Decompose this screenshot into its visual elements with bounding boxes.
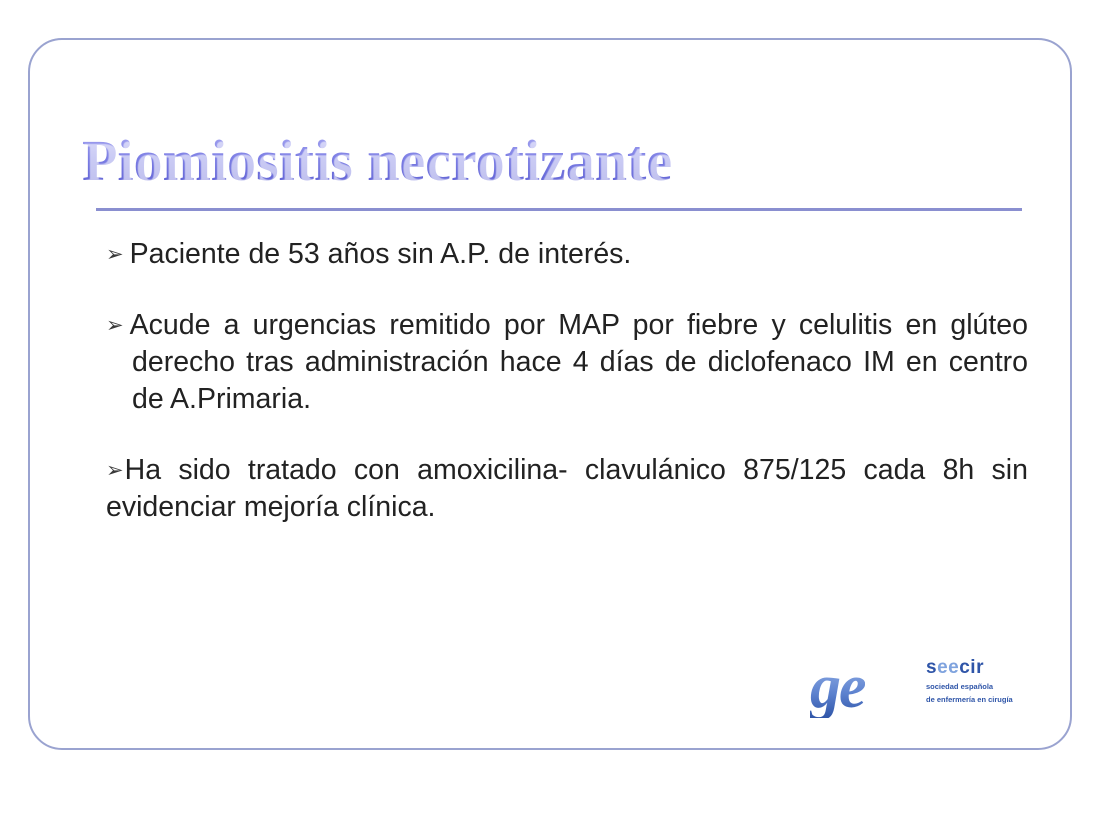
slide-body	[106, 236, 1028, 526]
bullet-paragraph-3	[106, 452, 1028, 526]
bullet-paragraph-3-text: Ha sido tratado con amoxicilina- clavulánico 875/125 cada 8h sin evidenciar mejoría clínica.	[106, 454, 1028, 524]
organization-logo	[810, 650, 1030, 726]
arrow-bullet-icon: ➢	[106, 243, 124, 266]
logo-name-right: cir	[959, 657, 984, 678]
page-title: Piomiositis necrotizante	[82, 127, 673, 193]
logo-name	[926, 658, 1030, 678]
bullet-paragraph-2	[106, 307, 1028, 418]
slide-frame	[28, 38, 1072, 750]
logo-subtitle-line-1: sociedad española	[926, 682, 994, 691]
logo-mark-text: ge	[810, 653, 865, 721]
bullet-paragraph-1	[106, 236, 1028, 273]
bullet-paragraph-2-text: Acude a urgencias remitido por MAP por fiebre y celulitis en glúteo derecho tras administración hace 4 días de diclofenaco IM en centro de A.Primaria.	[129, 309, 1028, 416]
logo-name-mid: ee	[937, 657, 960, 678]
arrow-bullet-icon: ➢	[106, 314, 124, 338]
logo-subtitle-line-2: de enfermería en cirugía	[926, 695, 1013, 704]
logo-name-left: s	[926, 657, 938, 678]
bullet-paragraph-1-text: Paciente de 53 años sin A.P. de interés.	[129, 238, 632, 270]
title-divider	[96, 208, 1022, 211]
logo-wordmark	[926, 658, 1030, 704]
arrow-bullet-icon: ➢	[106, 459, 124, 483]
